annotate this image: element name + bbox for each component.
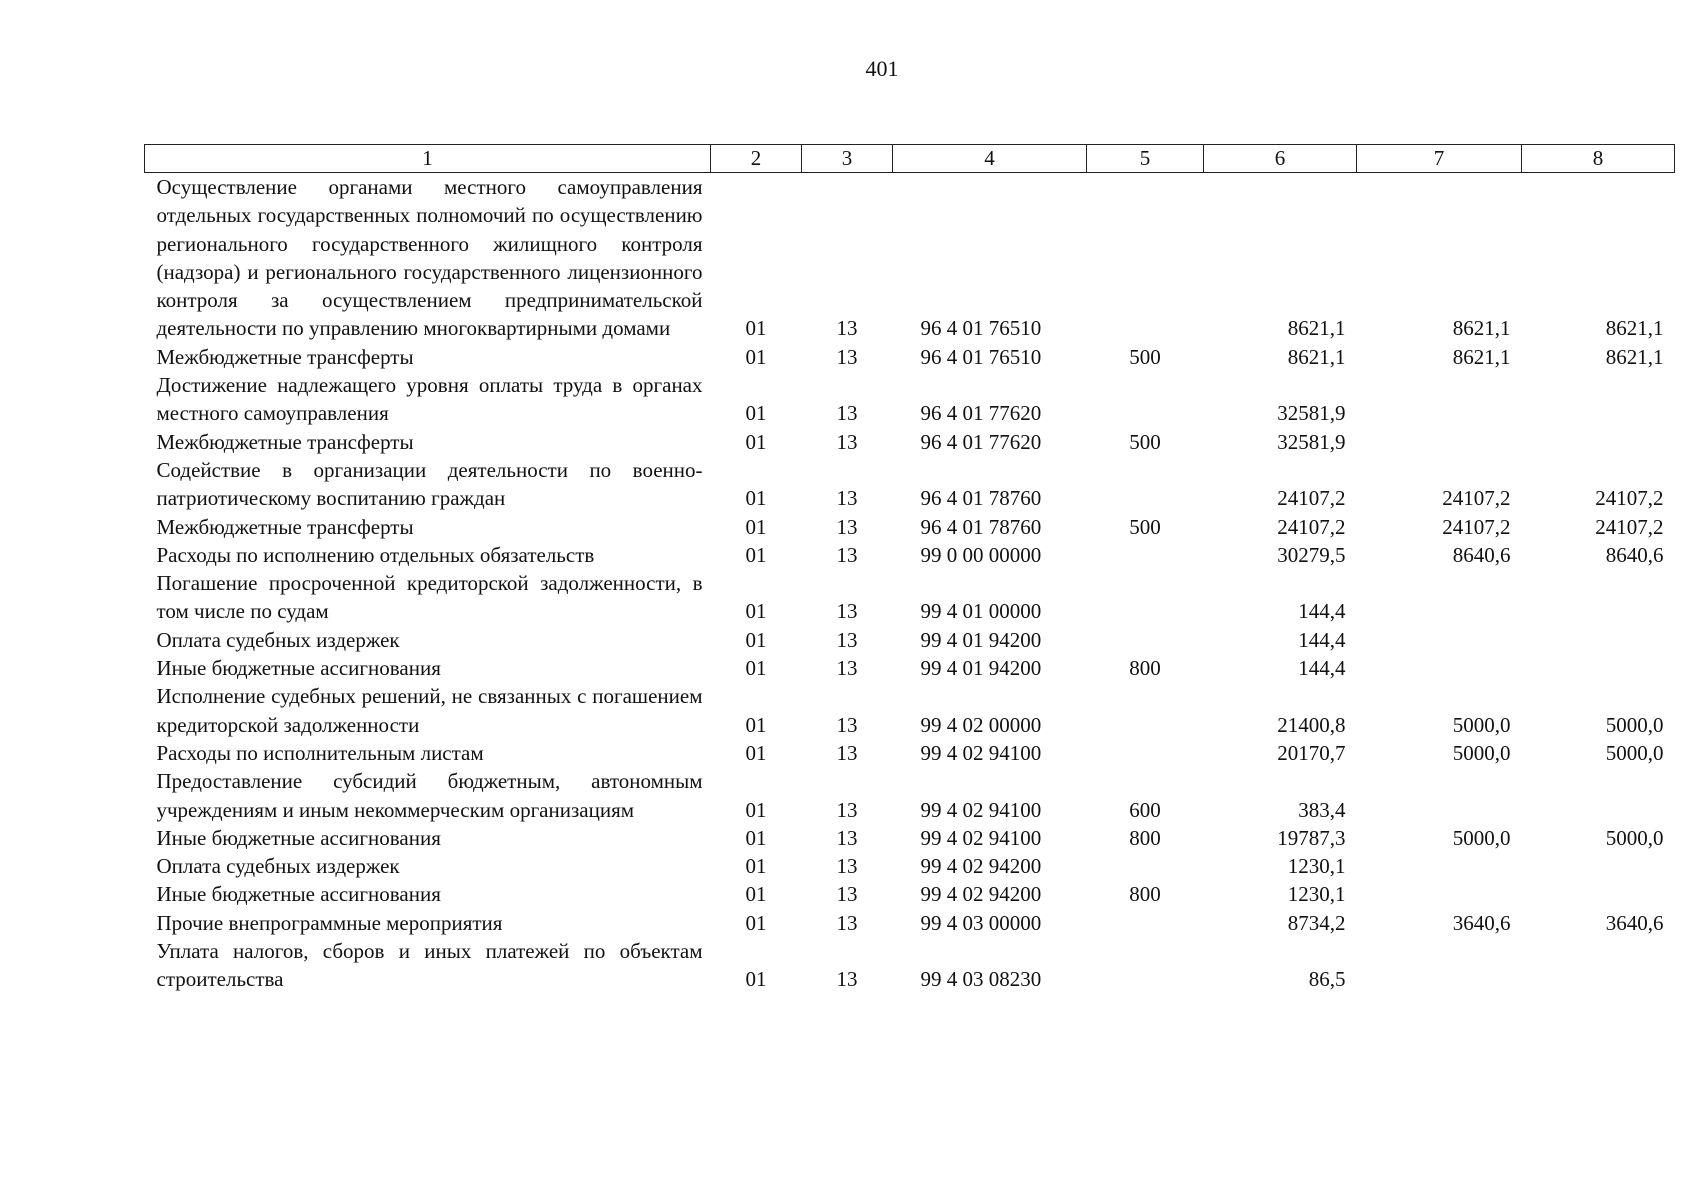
row-amount-col8: 24107,2 <box>1595 514 1664 539</box>
row-target-code: 96 4 01 77620 <box>920 429 1042 454</box>
table-row <box>145 569 1675 626</box>
row-amount-col8 <box>1522 852 1675 880</box>
row-name: Оплата судебных издержек <box>156 627 400 652</box>
row-target-code: 99 4 01 00000 <box>920 599 1042 624</box>
row-section: 01 <box>745 429 767 454</box>
row-name: Иные бюджетные ассигнования <box>156 825 441 850</box>
row-expense-type <box>1087 937 1204 994</box>
header-col-8: 8 <box>1522 145 1675 173</box>
row-amount-col7: 5000,0 <box>1452 740 1511 765</box>
row-section: 01 <box>745 882 767 907</box>
row-amount-col7: 5000,0 <box>1452 712 1511 737</box>
row-amount-col8: 8621,1 <box>1605 344 1664 369</box>
row-target-code: 99 4 03 08230 <box>920 967 1042 992</box>
row-target-code: 99 4 03 00000 <box>920 910 1042 935</box>
row-section: 01 <box>745 825 767 850</box>
row-expense-type <box>1087 456 1204 513</box>
row-target-code: 99 0 00 00000 <box>920 542 1042 567</box>
row-subsection: 13 <box>836 344 858 369</box>
row-amount-col6: 144,4 <box>1298 656 1346 681</box>
row-amount-col6: 19787,3 <box>1277 825 1346 850</box>
row-name: Содействие в организации деятельности по военно-патриотическому воспитанию граждан <box>156 457 703 511</box>
row-target-code: 96 4 01 76510 <box>920 344 1042 369</box>
row-name: Прочие внепрограммные мероприятия <box>156 910 503 935</box>
row-amount-col8 <box>1522 428 1675 456</box>
row-name: Расходы по исполнению отдельных обязательств <box>156 542 595 567</box>
row-subsection: 13 <box>836 797 858 822</box>
row-subsection: 13 <box>836 825 858 850</box>
row-subsection: 13 <box>836 967 858 992</box>
header-col-3: 3 <box>802 145 893 173</box>
row-subsection: 13 <box>836 514 858 539</box>
row-section: 01 <box>745 967 767 992</box>
row-amount-col8: 24107,2 <box>1595 486 1664 511</box>
row-amount-col6: 8621,1 <box>1287 316 1346 341</box>
row-amount-col6: 383,4 <box>1298 797 1346 822</box>
row-subsection: 13 <box>836 854 858 879</box>
row-amount-col8 <box>1522 654 1675 682</box>
row-name: Уплата налогов, сборов и иных платежей по объектам строительства <box>156 939 703 992</box>
row-section: 01 <box>745 740 767 765</box>
row-amount-col7 <box>1357 626 1522 654</box>
row-expense-type <box>1087 569 1204 626</box>
row-amount-col7 <box>1357 654 1522 682</box>
row-section: 01 <box>745 854 767 879</box>
row-amount-col7: 5000,0 <box>1452 825 1511 850</box>
row-expense-type: 800 <box>1129 656 1161 681</box>
row-subsection: 13 <box>836 401 858 426</box>
row-target-code: 99 4 02 00000 <box>920 712 1042 737</box>
table-row <box>145 852 1675 880</box>
row-target-code: 99 4 02 94100 <box>920 797 1042 822</box>
row-subsection: 13 <box>836 316 858 341</box>
row-section: 01 <box>745 599 767 624</box>
budget-table <box>144 144 1675 994</box>
row-name: Расходы по исполнительным листам <box>156 740 484 765</box>
row-amount-col7: 8621,1 <box>1452 316 1511 341</box>
row-subsection: 13 <box>836 910 858 935</box>
row-section: 01 <box>745 344 767 369</box>
row-name: Предоставление субсидий бюджетным, автономным учреждениям и иным некоммерческим организациям <box>156 769 703 822</box>
row-subsection: 13 <box>836 542 858 567</box>
row-name: Достижение надлежащего уровня оплаты труда в органах местного самоуправления <box>156 373 703 426</box>
header-col-2: 2 <box>711 145 802 173</box>
row-expense-type <box>1087 739 1204 767</box>
row-target-code: 99 4 01 94200 <box>920 656 1042 681</box>
row-amount-col6: 144,4 <box>1298 599 1346 624</box>
header-col-7: 7 <box>1357 145 1522 173</box>
row-amount-col8 <box>1522 569 1675 626</box>
row-target-code: 99 4 02 94200 <box>920 854 1042 879</box>
row-subsection: 13 <box>836 882 858 907</box>
row-expense-type <box>1087 682 1204 739</box>
row-amount-col6: 8621,1 <box>1287 344 1346 369</box>
row-target-code: 99 4 02 94100 <box>920 740 1042 765</box>
row-amount-col8 <box>1522 371 1675 428</box>
table-row <box>145 513 1675 541</box>
row-subsection: 13 <box>836 486 858 511</box>
row-amount-col8: 5000,0 <box>1605 825 1664 850</box>
row-amount-col7: 24107,2 <box>1442 514 1511 539</box>
row-amount-col6: 21400,8 <box>1277 712 1346 737</box>
row-name: Исполнение судебных решений, не связанных с погашением кредиторской задолженности <box>156 684 703 737</box>
row-amount-col7 <box>1357 428 1522 456</box>
row-section: 01 <box>745 316 767 341</box>
table-row <box>145 626 1675 654</box>
row-target-code: 99 4 02 94100 <box>920 825 1042 850</box>
row-amount-col7 <box>1357 880 1522 908</box>
table-row <box>145 682 1675 739</box>
row-expense-type: 800 <box>1129 882 1161 907</box>
row-amount-col8: 5000,0 <box>1605 712 1664 737</box>
row-amount-col8: 5000,0 <box>1605 740 1664 765</box>
row-amount-col8 <box>1522 880 1675 908</box>
row-amount-col6: 144,4 <box>1298 627 1346 652</box>
row-section: 01 <box>745 627 767 652</box>
row-target-code: 99 4 01 94200 <box>920 627 1042 652</box>
header-col-5: 5 <box>1087 145 1204 173</box>
row-subsection: 13 <box>836 627 858 652</box>
row-subsection: 13 <box>836 599 858 624</box>
row-section: 01 <box>745 542 767 567</box>
table-row <box>145 824 1675 852</box>
row-name: Межбюджетные трансферты <box>156 344 414 369</box>
row-expense-type: 800 <box>1129 825 1161 850</box>
row-expense-type: 500 <box>1129 344 1161 369</box>
header-col-4: 4 <box>893 145 1087 173</box>
row-target-code: 96 4 01 77620 <box>920 401 1042 426</box>
row-expense-type <box>1087 173 1204 343</box>
row-subsection: 13 <box>836 740 858 765</box>
row-target-code: 96 4 01 76510 <box>920 316 1042 341</box>
row-amount-col8: 8621,1 <box>1605 316 1664 341</box>
row-amount-col7: 3640,6 <box>1452 910 1511 935</box>
row-amount-col7: 24107,2 <box>1442 486 1511 511</box>
row-expense-type <box>1087 909 1204 937</box>
row-amount-col7 <box>1357 852 1522 880</box>
table-row <box>145 371 1675 428</box>
row-amount-col6: 1230,1 <box>1287 882 1346 907</box>
row-amount-col8: 8640,6 <box>1605 542 1664 567</box>
row-amount-col7: 8640,6 <box>1452 542 1511 567</box>
table-row <box>145 909 1675 937</box>
row-amount-col8 <box>1522 767 1675 824</box>
row-subsection: 13 <box>836 712 858 737</box>
row-expense-type: 500 <box>1129 429 1161 454</box>
row-amount-col6: 32581,9 <box>1277 401 1346 426</box>
page-number: 401 <box>865 56 899 81</box>
row-name: Погашение просроченной кредиторской задолженности, в том числе по судам <box>156 571 703 624</box>
table-row <box>145 173 1675 343</box>
row-amount-col6: 30279,5 <box>1277 542 1346 567</box>
row-section: 01 <box>745 401 767 426</box>
row-target-code: 96 4 01 78760 <box>920 486 1042 511</box>
row-amount-col6: 1230,1 <box>1287 854 1346 879</box>
table-row <box>145 343 1675 371</box>
row-section: 01 <box>745 797 767 822</box>
row-target-code: 99 4 02 94200 <box>920 882 1042 907</box>
row-section: 01 <box>745 656 767 681</box>
row-name: Межбюджетные трансферты <box>156 514 414 539</box>
row-section: 01 <box>745 486 767 511</box>
row-subsection: 13 <box>836 656 858 681</box>
table-row <box>145 456 1675 513</box>
row-section: 01 <box>745 712 767 737</box>
row-name: Иные бюджетные ассигнования <box>156 882 441 907</box>
header-row <box>145 145 1675 173</box>
row-amount-col7 <box>1357 569 1522 626</box>
row-section: 01 <box>745 910 767 935</box>
table-row <box>145 937 1675 994</box>
row-expense-type: 500 <box>1129 514 1161 539</box>
row-name: Осуществление органами местного самоуправления отдельных государственных полномочий по осуществлению регионального государственного жилищного контроля (надзора) и регионального государственного лицензионного контроля за осуществлением предпринимательской деятельности по управлению многоквартирными домами <box>156 175 703 341</box>
row-subsection: 13 <box>836 429 858 454</box>
row-amount-col7 <box>1357 767 1522 824</box>
row-expense-type: 600 <box>1129 797 1161 822</box>
row-expense-type <box>1087 852 1204 880</box>
row-name: Межбюджетные трансферты <box>156 429 414 454</box>
row-target-code: 96 4 01 78760 <box>920 514 1042 539</box>
row-amount-col7 <box>1357 371 1522 428</box>
header-col-6: 6 <box>1204 145 1357 173</box>
row-amount-col7: 8621,1 <box>1452 344 1511 369</box>
row-expense-type <box>1087 371 1204 428</box>
row-amount-col6: 32581,9 <box>1277 429 1346 454</box>
row-expense-type <box>1087 626 1204 654</box>
table-row <box>145 767 1675 824</box>
row-amount-col8 <box>1522 626 1675 654</box>
row-amount-col6: 20170,7 <box>1277 740 1346 765</box>
table-row <box>145 739 1675 767</box>
row-amount-col7 <box>1357 937 1522 994</box>
row-amount-col8 <box>1522 937 1675 994</box>
table-row <box>145 541 1675 569</box>
row-section: 01 <box>745 514 767 539</box>
row-expense-type <box>1087 541 1204 569</box>
row-amount-col8: 3640,6 <box>1605 910 1664 935</box>
row-name: Иные бюджетные ассигнования <box>156 656 441 681</box>
row-amount-col6: 24107,2 <box>1277 486 1346 511</box>
table-row <box>145 428 1675 456</box>
table-row <box>145 654 1675 682</box>
row-name: Оплата судебных издержек <box>156 854 400 879</box>
row-amount-col6: 24107,2 <box>1277 514 1346 539</box>
row-amount-col6: 8734,2 <box>1287 910 1346 935</box>
header-col-1: 1 <box>145 145 711 173</box>
table-row <box>145 880 1675 908</box>
row-amount-col6: 86,5 <box>1308 967 1346 992</box>
table-body <box>145 173 1675 994</box>
